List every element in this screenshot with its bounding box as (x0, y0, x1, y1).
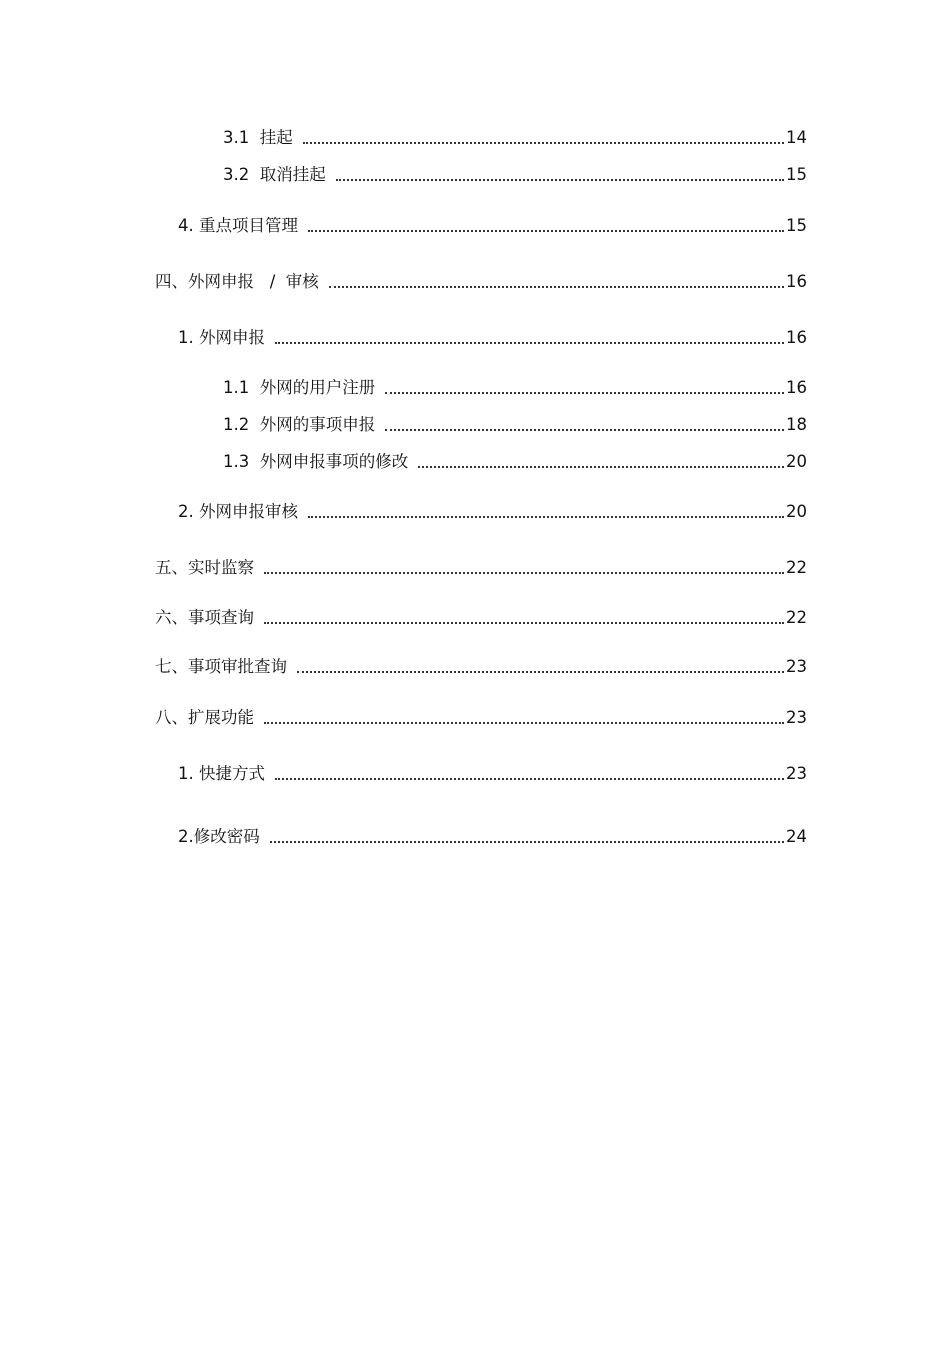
toc-entry-title: 1. 外网申报 (178, 328, 265, 347)
toc-entry-4-1[interactable] (178, 324, 807, 348)
toc-page-number: 23 (786, 708, 807, 727)
toc-page-number: 16 (786, 272, 807, 291)
toc-entry-4-1-3[interactable] (223, 448, 807, 472)
toc-page-number: 24 (786, 827, 807, 846)
toc-dot-leader (264, 722, 784, 724)
toc-page-number: 18 (786, 415, 807, 434)
toc-dot-leader (264, 572, 784, 574)
toc-page-number: 23 (786, 657, 807, 676)
toc-page-number: 15 (786, 216, 807, 235)
toc-entry-3-1[interactable] (223, 124, 807, 148)
toc-dot-leader (385, 429, 784, 431)
toc-entry-title: 七、事项审批查询 (155, 657, 287, 676)
toc-dot-leader (275, 342, 784, 344)
toc-entry-chapter-4[interactable] (155, 268, 807, 292)
toc-page-number: 20 (786, 502, 807, 521)
toc-entry-chapter-8[interactable] (155, 704, 807, 728)
toc-entry-title: 3.2 取消挂起 (223, 165, 326, 184)
toc-entry-4[interactable] (178, 212, 807, 236)
toc-entry-title: 2.修改密码 (178, 827, 260, 846)
toc-entry-4-2[interactable] (178, 498, 807, 522)
toc-page-number: 23 (786, 764, 807, 783)
toc-dot-leader (264, 622, 784, 624)
toc-entry-chapter-5[interactable] (155, 554, 807, 578)
toc-entry-title: 六、事项查询 (155, 608, 254, 627)
toc-dot-leader (385, 392, 784, 394)
toc-entry-title: 五、实时监察 (155, 558, 254, 577)
toc-dot-leader (270, 841, 784, 843)
toc-dot-leader (329, 286, 784, 288)
toc-entry-4-1-2[interactable] (223, 411, 807, 435)
toc-page-number: 14 (786, 128, 807, 147)
toc-dot-leader (308, 230, 784, 232)
toc-page-number: 16 (786, 378, 807, 397)
toc-page-number: 15 (786, 165, 807, 184)
toc-page-number: 16 (786, 328, 807, 347)
toc-dot-leader (418, 466, 784, 468)
toc-page-number: 22 (786, 558, 807, 577)
toc-entry-3-2[interactable] (223, 161, 807, 185)
toc-entry-title: 2. 外网申报审核 (178, 502, 298, 521)
toc-dot-leader (297, 671, 784, 673)
toc-entry-title: 1.2 外网的事项申报 (223, 415, 376, 434)
toc-entry-8-1[interactable] (178, 760, 807, 784)
toc-entry-title: 1.3 外网申报事项的修改 (223, 452, 409, 471)
toc-entry-chapter-7[interactable] (155, 653, 807, 677)
toc-entry-8-2[interactable] (178, 823, 807, 847)
toc-dot-leader (275, 778, 784, 780)
toc-entry-4-1-1[interactable] (223, 374, 807, 398)
toc-dot-leader (336, 179, 784, 181)
toc-entry-chapter-6[interactable] (155, 604, 807, 628)
toc-entry-title: 八、扩展功能 (155, 708, 254, 727)
toc-dot-leader (308, 516, 784, 518)
toc-page-number: 20 (786, 452, 807, 471)
toc-entry-title: 4. 重点项目管理 (178, 216, 298, 235)
toc-entry-title: 1. 快捷方式 (178, 764, 265, 783)
toc-dot-leader (303, 142, 784, 144)
toc-entry-title: 1.1 外网的用户注册 (223, 378, 376, 397)
toc-entry-title: 3.1 挂起 (223, 128, 293, 147)
toc-entry-title: 四、外网申报 / 审核 (155, 272, 319, 291)
toc-page-number: 22 (786, 608, 807, 627)
